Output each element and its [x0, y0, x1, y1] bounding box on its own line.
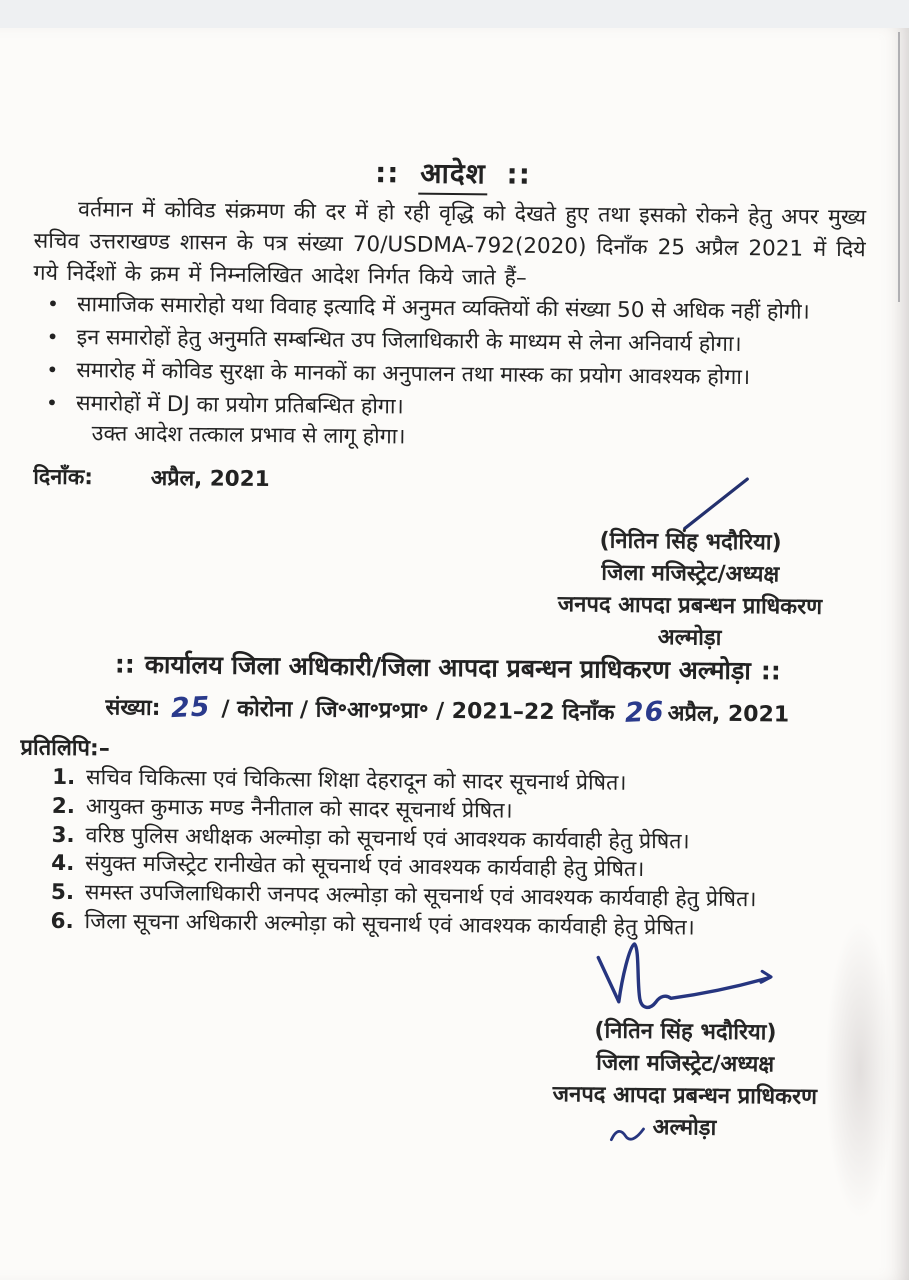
reference-number-line	[0, 689, 902, 730]
office-heading-text: कार्यालय जिला अधिकारी/जिला आपदा प्रबन्धन प्राधिकरण अल्मोड़ा	[144, 649, 751, 686]
bullet-dot-icon: •	[45, 390, 58, 415]
copy-item-number: 6.	[50, 908, 74, 935]
order-title-word: आदेश	[418, 157, 488, 196]
copy-item-number: 3.	[51, 822, 75, 848]
signature-squiggle-icon	[609, 1124, 647, 1146]
copy-item-text: सचिव चिकित्सा एवं चिकित्सा शिक्षा देहरादून को सादर सूचनार्थ प्रेषित।	[85, 765, 627, 796]
copy-item-text: जिला सूचना अधिकारी अल्मोड़ा को सूचनार्थ एवं आवश्यक कार्यवाही हेतु प्रेषित।	[84, 909, 695, 941]
bullet-dot-icon: •	[46, 357, 59, 382]
ref-day-handwritten: 26	[624, 696, 666, 729]
copies-label: प्रतिलिपि:–	[20, 735, 110, 762]
signatory-name: (नितिन सिंह भदौरिया)	[594, 1018, 777, 1046]
date-value: अप्रैल, 2021	[150, 465, 270, 493]
scan-shadow-blob	[825, 920, 895, 1220]
bullet-text: समारोह में कोविड सुरक्षा के मानकों का अनुपालन तथा मास्क का प्रयोग आवश्यक होगा।	[76, 358, 751, 391]
order-title-suffix: ::	[506, 157, 532, 191]
date-label: दिनाँक:	[33, 464, 94, 491]
ref-middle: / कोरोना / जि॰आ॰प्र॰प्रा॰ / 2021–22 दिनाँक	[221, 696, 615, 726]
bullet-text: समारोहों में DJ का प्रयोग प्रतिबन्धित होगा।	[75, 391, 404, 420]
ref-number-handwritten: 25	[170, 691, 212, 725]
bullet-dot-icon: •	[46, 291, 60, 316]
document-page	[0, 28, 909, 1280]
signatory-place: अल्मोड़ा	[657, 625, 722, 651]
signature-scribble-icon	[572, 937, 783, 1025]
signatory-name: (नितिन सिंह भदौरिया)	[599, 528, 782, 556]
copy-item-number: 5.	[50, 880, 75, 906]
copy-item-number: 4.	[51, 851, 75, 877]
copy-item-text: संयुक्त मजिस्ट्रेट रानीखेत को सूचनार्थ एवं आवश्यक कार्यवाही हेतु प्रेषित।	[85, 851, 645, 883]
order-title	[0, 149, 908, 197]
office-heading-suffix: ::	[760, 656, 781, 686]
scan-edge-line	[898, 32, 900, 302]
signatory-title: जिला मजिस्ट्रेट/अध्यक्ष	[596, 1050, 775, 1078]
ref-label: संख्या:	[105, 695, 161, 721]
bullet-dot-icon: •	[46, 324, 59, 349]
copy-item-number: 1.	[52, 764, 76, 791]
signatory-place: अल्मोड़ा	[652, 1115, 717, 1141]
order-title-prefix: ::	[374, 156, 400, 190]
order-intro-paragraph: वर्तमान में कोविड संक्रमण की दर में हो रही वृद्धि को देखते हुए तथा इसको रोकने हेतु अपर मुख्य सचिव उत्तराखण्ड शासन के पत्र संख्या 70/USDMA-792(2020) दिनाँक 25 अप्रैल 2021 में दिये गये निर्देशों के क्रम में निम्नलिखित आदेश निर्गत किये जाते हैं–	[33, 197, 867, 291]
order-dateline	[33, 462, 270, 493]
copy-item-number: 2.	[51, 793, 76, 819]
page-content	[0, 23, 909, 1280]
ref-tail: अप्रैल, 2021	[667, 701, 790, 728]
signatory-org: जनपद आपदा प्रबन्धन प्राधिकरण	[557, 592, 823, 620]
copies-list	[50, 764, 862, 945]
signature-block-2	[516, 1015, 853, 1147]
effective-immediately-line: उक्त आदेश तत्काल प्रभाव से लागू होगा।	[91, 421, 406, 450]
bullet-text: सामाजिक समारोहो यथा विवाह इत्यादि में अनुमत व्यक्तियों की संख्या 50 से अधिक नहीं होगी।	[76, 292, 810, 325]
copy-item-text: वरिष्ठ पुलिस अधीक्षक अल्मोड़ा को सूचनार्थ एवं आवश्यक कार्यवाही हेतु प्रेषित।	[85, 822, 690, 855]
signature-block-1	[521, 525, 858, 657]
signatory-title: जिला मजिस्ट्रेट/अध्यक्ष	[601, 560, 780, 588]
office-heading-prefix: ::	[114, 649, 135, 679]
copy-item-text: आयुक्त कुमाऊ मण्ड नैनीताल को सादर सूचनार्थ प्रेषित।	[85, 793, 513, 824]
signatory-org: जनपद आपदा प्रबन्धन प्राधिकरण	[552, 1082, 818, 1110]
order-bullet-list	[46, 288, 865, 429]
bullet-text: इन समारोहों हेतु अनुमति सम्बन्धित उप जिलाधिकारी के माध्यम से लेना अनिवार्य होगा।	[76, 325, 742, 358]
copy-item-text: समस्त उपजिलाधिकारी जनपद अल्मोड़ा को सूचनार्थ एवं आवश्यक कार्यवाही हेतु प्रेषित।	[84, 880, 757, 913]
